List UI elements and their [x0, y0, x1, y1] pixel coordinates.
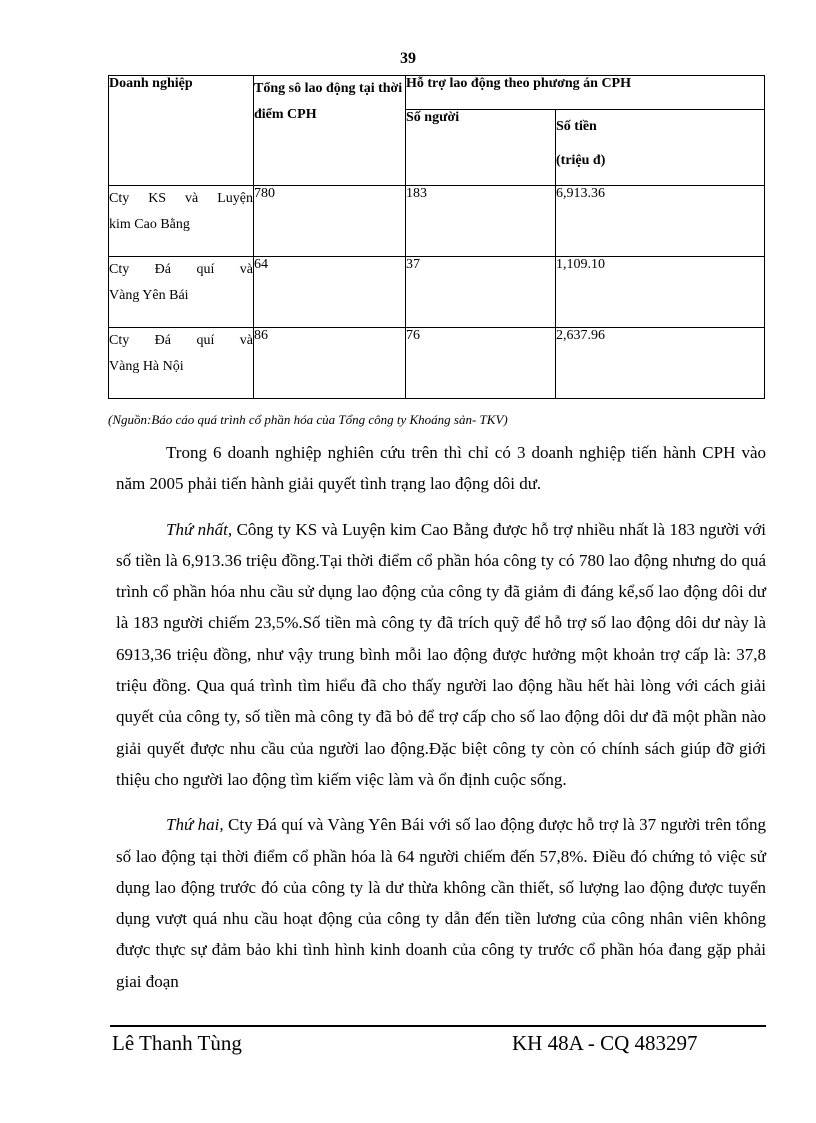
table-row: [109, 186, 765, 257]
row-money: 2,637.96: [556, 328, 765, 399]
table-row: [109, 328, 765, 399]
paragraph-intro: Trong 6 doanh nghiệp nghiên cứu trên thì chỉ có 3 doanh nghiệp tiến hành CPH vào năm 2005 phải tiến hành giải quyết tình trạng lao động dôi dư.: [116, 443, 766, 494]
row-people: 76: [406, 328, 556, 399]
header-money-unit: (triệu đ): [556, 153, 606, 169]
row-people: 183: [406, 186, 556, 257]
paragraph-second-lead: Thứ hai,: [166, 815, 224, 835]
footer-class-code: KH 48A - CQ 483297: [512, 1031, 698, 1055]
header-people: Số người: [406, 110, 556, 186]
row-total-workers: 64: [254, 257, 406, 328]
header-enterprise: Doanh nghiệp: [109, 76, 254, 186]
footer-author: Lê Thanh Tùng: [112, 1031, 242, 1055]
body-text: [116, 437, 766, 1011]
row-total-workers: 86: [254, 328, 406, 399]
paragraph-second: [116, 809, 766, 997]
footer-divider: [110, 1025, 766, 1027]
row-enterprise-name: Cty Đá quí và Vàng Hà Nội: [109, 328, 254, 399]
header-total-workers: Tổng sô lao động tại thời điểm CPH: [254, 76, 406, 186]
page-number: 39: [400, 50, 416, 67]
row-people: 37: [406, 257, 556, 328]
paragraph-first-lead: Thứ nhất,: [166, 519, 233, 539]
paragraph-first: [116, 514, 766, 796]
row-enterprise-name: Cty KS và Luyện kim Cao Bằng: [109, 186, 254, 257]
header-money: [556, 110, 765, 186]
row-money: 1,109.10: [556, 257, 765, 328]
labor-support-table: [108, 75, 765, 399]
header-money-label: Số tiền: [556, 119, 597, 135]
row-total-workers: 780: [254, 186, 406, 257]
table-row: [109, 257, 765, 328]
header-support-group: Hỗ trợ lao động theo phương án CPH: [406, 76, 765, 110]
paragraph-first-text: Công ty KS và Luyện kim Cao Bằng được hỗ trợ nhiều nhất là 183 người với số tiền là 6,913.36 triệu đồng.Tại thời điểm cổ phần hóa công ty có 780 lao động nhưng do quá trình cổ phần hóa nhu cầu sử dụng lao động của công ty đã giảm đi đáng kể,số lao động dôi dư là 183 người chiếm 23,5%.Số tiền mà công ty đã trích quỹ để hỗ trợ số lao động dôi dư này là 6913,36 triệu đồng, như vậy trung bình mỗi lao động được hưởng một khoản trợ cấp là: 37,8 triệu đồng. Qua quá trình tìm hiểu đã cho thấy người lao động hầu hết hài lòng với cách giải quyết của công ty, số tiền mà công ty đã bỏ để trợ cấp cho số lao động dôi dư đã một phần nào giải quyết được nhu cầu của người lao động.Đặc biệt công ty còn có chính sách giúp đỡ giới thiệu cho người lao động tìm kiếm việc làm và ổn định cuộc sống.: [116, 519, 766, 789]
table-source-note: (Nguồn:Báo cáo quá trình cổ phần hóa của Tổng công ty Khoáng sản- TKV): [108, 412, 508, 427]
paragraph-second-text: Cty Đá quí và Vàng Yên Bái với số lao động được hỗ trợ là 37 người trên tổng số lao động tại thời điểm cổ phần hóa là 64 người chiếm đến 57,8%. Điều đó chứng tỏ việc sử dụng lao động trước đó của công ty là dư thừa không cần thiết, số lượng lao động được tuyển dụng vượt quá nhu cầu hoạt động của công ty dẫn đến tiền lương của công nhân viên không được thực sự đảm bảo khi tình hình kinh doanh của công ty trước cổ phần hóa đang gặp phải giai đoạn: [116, 815, 766, 991]
row-money: 6,913.36: [556, 186, 765, 257]
row-enterprise-name: Cty Đá quí và Vàng Yên Bái: [109, 257, 254, 328]
